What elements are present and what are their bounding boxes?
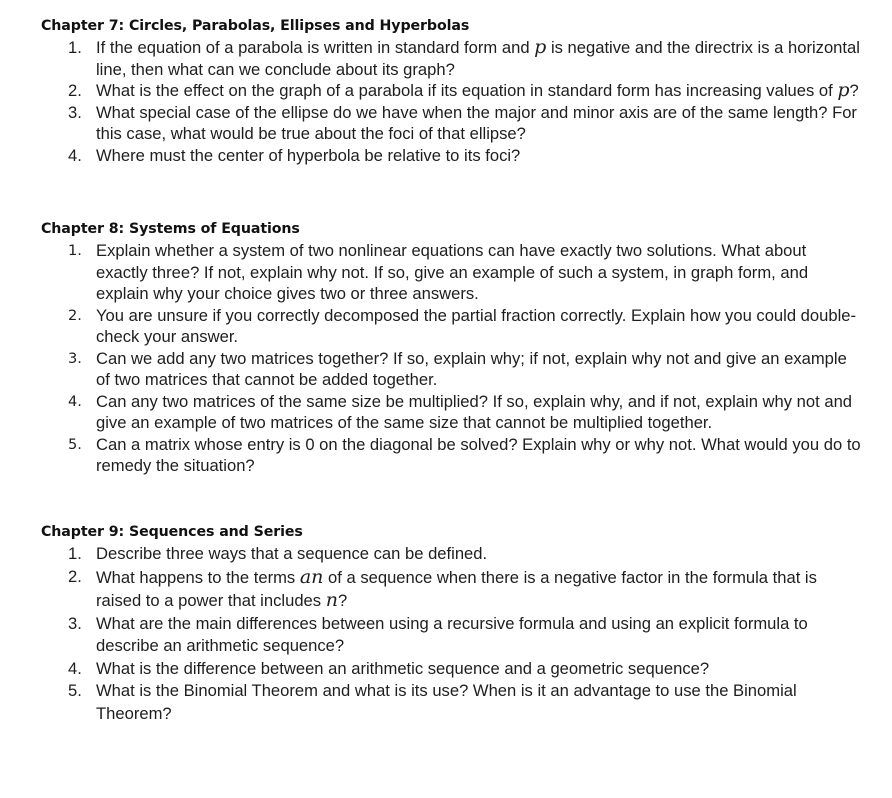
math-term-a-n: an [299,565,324,588]
question-text: Describe three ways that a sequence can be defined. [96,544,488,563]
question-text: What special case of the ellipse do we have when the major and minor axis are of the same length? For this case, what would be true about the foci of that ellipse? [96,102,857,143]
list-item [41,102,861,145]
item-number: 4. [68,658,82,678]
chapter-8-questions [41,240,861,477]
list-item [41,680,861,725]
math-variable-p: p [534,36,547,58]
chapter-8-section [41,219,861,477]
list-item [41,37,861,80]
item-number: 2. [68,566,82,586]
question-text: is negative and the directrix is a horizontal line, then what can we conclude about its graph? [96,38,860,79]
item-number: 3. [68,102,82,122]
question-text: Explain whether a system of two nonlinear equations can have exactly two solutions. What about exactly three? If not, explain why not. If so, give an example of such a system, in graph form, and explain why your choice gives two or three answers. [96,241,809,303]
item-number: 5. [68,435,82,453]
question-text: of a sequence when there is a negative factor in the formula that is raised to a power that includes [96,567,817,610]
chapter-9-questions [41,543,861,725]
item-number: 4. [68,392,82,410]
chapter-8-title: Chapter 8: Systems of Equations [41,221,300,237]
list-item [41,240,861,305]
question-text: Can a matrix whose entry is 0 on the diagonal be solved? Explain why or why not. What would you do to remedy the situation? [96,434,861,475]
question-text: If the equation of a parabola is written in standard form and [96,38,535,57]
question-text: What is the Binomial Theorem and what is its use? When is it an advantage to use the Binomial Theorem? [96,681,797,723]
item-number: 1. [68,544,82,563]
chapter-7-section [41,16,861,166]
item-number: 3. [68,613,82,633]
list-item [41,434,861,477]
item-number: 1. [68,38,82,57]
item-number: 5. [68,681,82,700]
question-text: You are unsure if you correctly decomposed the partial fraction correctly. Explain how you could double-check your answer. [96,305,857,346]
chapter-7-questions [41,37,861,166]
chapter-7-title: Chapter 7: Circles, Parabolas, Ellipses and Hyperbolas [41,18,470,34]
question-text: What happens to the terms [96,567,300,587]
item-number: 1. [68,242,82,259]
chapter-9-title: Chapter 9: Sequences and Series [41,524,303,540]
math-variable-p: p [837,79,850,101]
chapter-9-section [41,522,861,725]
list-item [41,658,861,681]
question-text: ? [849,81,859,100]
question-text: What is the effect on the graph of a parabola if its equation in standard form has increasing values of [96,81,838,100]
list-item [41,348,861,391]
list-item [41,566,861,613]
item-number: 2. [68,81,82,100]
question-text: Can we add any two matrices together? If so, explain why; if not, explain why not and give an example of two matrices that cannot be added together. [96,348,847,389]
question-text: What is the difference between an arithmetic sequence and a geometric sequence? [96,658,710,678]
item-number: 4. [68,145,82,165]
list-item [41,305,861,348]
question-text: ? [337,591,348,610]
list-item [41,391,861,434]
question-text: Where must the center of hyperbola be relative to its foci? [96,145,521,165]
question-text: What are the main differences between using a recursive formula and using an explicit formula to describe an arithmetic sequence? [96,613,808,655]
list-item [41,613,861,658]
item-number: 3. [68,349,82,367]
math-variable-n: n [325,589,338,611]
question-text: Can any two matrices of the same size be multiplied? If so, explain why, and if not, explain why not and give an example of two matrices of the same size that cannot be multiplied together. [96,391,853,432]
list-item [41,145,861,167]
list-item [41,80,861,102]
list-item [41,543,861,566]
item-number: 2. [68,306,82,324]
